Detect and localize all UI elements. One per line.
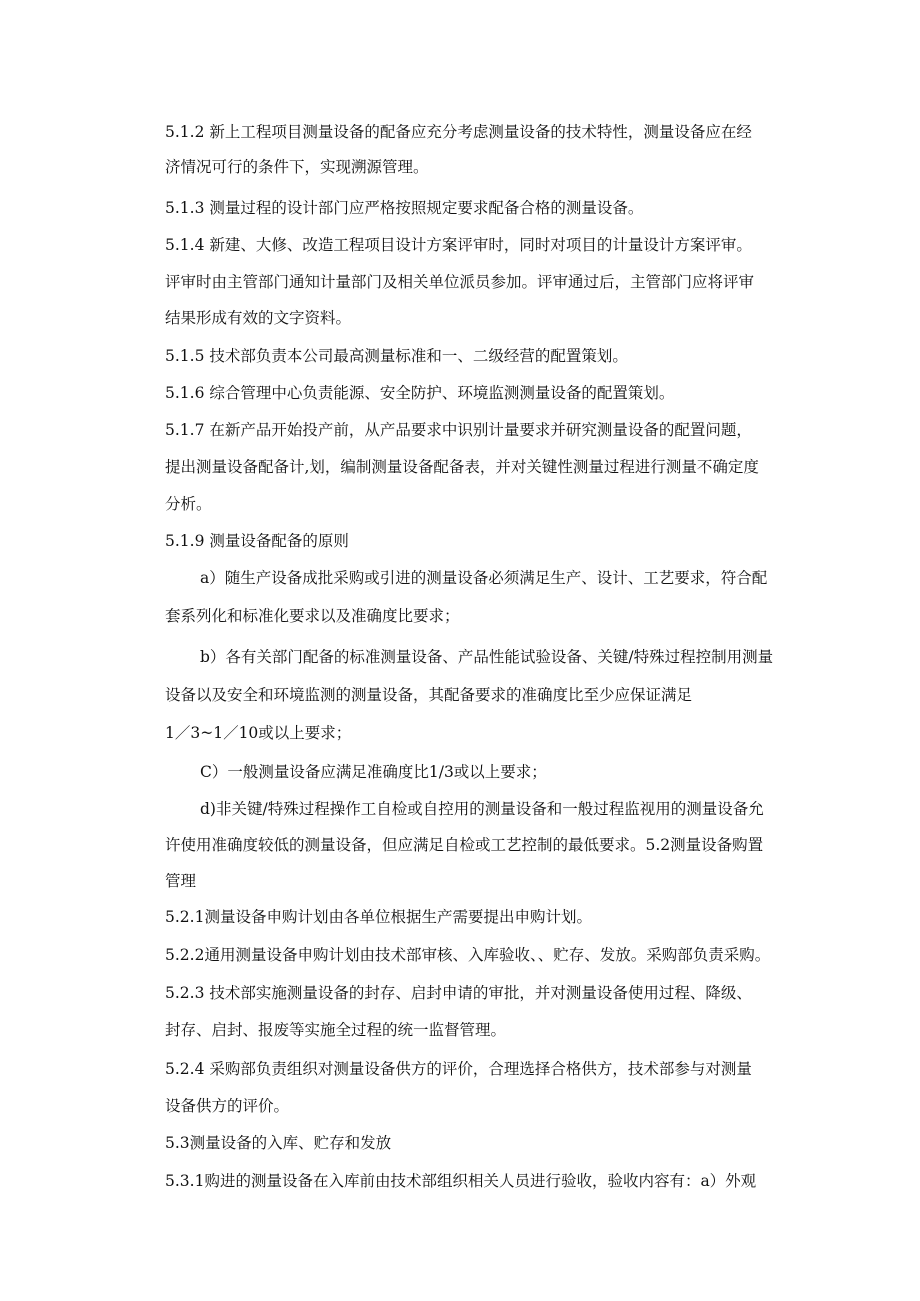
principle-b-line-2: 设备以及安全和环境监测的测量设备，其配备要求的准确度比至少应保证满足	[165, 686, 693, 704]
clause-5-1-9-heading: 5.1.9 测量设备配备的原则	[165, 532, 349, 550]
clause-5-1-7-line-1: 5.1.7 在新产品开始投产前，从产品要求中识别计量要求并研究测量设备的配置问题，	[165, 421, 752, 439]
clause-5-2-4-line-2: 设备供方的评价。	[165, 1097, 290, 1115]
principle-c: C）一般测量设备应满足准确度比1/3或以上要求；	[200, 763, 547, 781]
principle-b-line-3: 1／3~1／10或以上要求；	[165, 724, 352, 742]
clause-5-1-7-line-3: 分析。	[165, 495, 212, 513]
section-5-3-heading: 5.3测量设备的入库、贮存和发放	[165, 1134, 392, 1152]
principle-a-line-2: 套系列化和标准化要求以及准确度比要求；	[165, 607, 460, 625]
clause-5-1-4-line-3: 结果形成有效的文字资料。	[165, 309, 352, 327]
clause-5-3-1-line-1: 5.3.1购进的测量设备在入库前由技术部组织相关人员进行验收，验收内容有：a）外观	[165, 1172, 757, 1190]
clause-5-1-4-line-2: 评审时由主管部门通知计量部门及相关单位派员参加。评审通过后，主管部门应将评审	[165, 273, 755, 291]
principle-d-line-1: d)非关键/特殊过程操作工自检或自控用的测量设备和一般过程监视用的测量设备允	[200, 800, 764, 818]
clause-5-2-4-line-1: 5.2.4 采购部负责组织对测量设备供方的评价，合理选择合格供方，技术部参与对测量	[165, 1060, 752, 1078]
clause-5-1-3: 5.1.3 测量过程的设计部门应严格按照规定要求配备合格的测量设备。	[165, 199, 644, 217]
clause-5-2-1: 5.2.1测量设备申购计划由各单位根据生产需要提出申购计划。	[165, 908, 592, 926]
section-5-2-heading-end: 管理	[165, 872, 197, 890]
principle-a-line-1: a）随生产设备成批采购或引进的测量设备必须满足生产、设计、工艺要求，符合配	[200, 569, 768, 587]
clause-5-1-4-line-1: 5.1.4 新建、大修、改造工程项目设计方案评审时，同时对项目的计量设计方案评审。	[165, 236, 752, 254]
clause-5-2-3-line-1: 5.2.3 技术部实施测量设备的封存、启封申请的审批，并对测量设备使用过程、降级、	[165, 984, 752, 1002]
clause-5-1-2-line-1: 5.1.2 新上工程项目测量设备的配备应充分考虑测量设备的技术特性，测量设备应在经	[165, 123, 752, 141]
clause-5-1-7-line-2: 提出测量设备配备计,划，编制测量设备配备表，并对关键性测量过程进行测量不确定度	[165, 458, 759, 476]
clause-5-2-2: 5.2.2通用测量设备申购计划由技术部审核、入库验收、、贮存、发放。采购部负责采购。	[165, 946, 771, 964]
clause-5-1-6: 5.1.6 综合管理中心负责能源、安全防护、环境监测测量设备的配置策划。	[165, 384, 675, 402]
clause-5-2-3-line-2: 封存、启封、报废等实施全过程的统一监督管理。	[165, 1021, 507, 1039]
clause-5-1-5: 5.1.5 技术部负责本公司最高测量标准和一、二级经营的配置策划。	[165, 347, 628, 365]
clause-5-1-2-line-2: 济情况可行的条件下，实现溯源管理。	[165, 158, 429, 176]
principle-b-line-1: b）各有关部门配备的标准测量设备、产品性能试验设备、关键/特殊过程控制用测量	[200, 648, 774, 666]
principle-d-line-2: 许使用准确度较低的测量设备，但应满足自检或工艺控制的最低要求。5.2测量设备购置	[165, 836, 764, 854]
